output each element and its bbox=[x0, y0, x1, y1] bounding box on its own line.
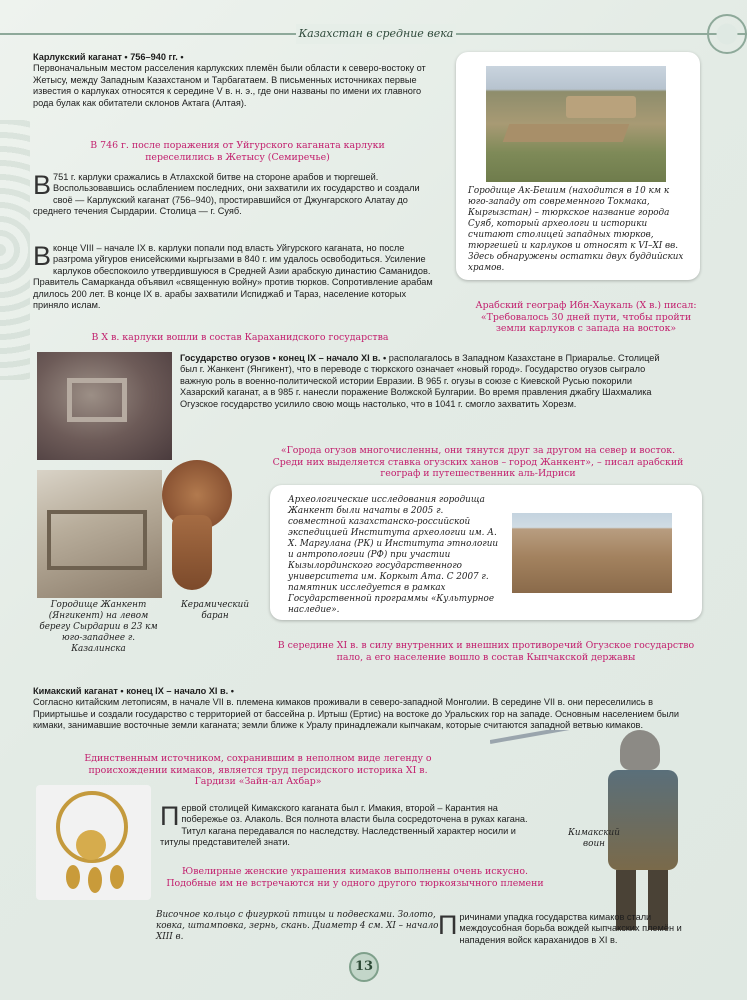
ring-caption: Височное кольцо с фигуркой птицы и подвесками. Золото, ковка, штамповка, зернь, скань. Диаметр 4 см. XI – начало XIII в. bbox=[156, 910, 439, 942]
ak-beshim-card bbox=[456, 52, 700, 280]
oguz-heading: Государство огузов • конец IX – начало XI в. • bbox=[180, 353, 387, 363]
ram-caption: Керамический баран bbox=[180, 600, 250, 621]
kimak-heading: Кимакский каганат • конец IX – начало XI в. • bbox=[33, 686, 234, 696]
karluk-section bbox=[33, 52, 438, 109]
kimak-para-2-text: ричинами упадка государства кимаков стали междоусобная борьба вождей кыпчакских племён и нападения войск караханидов в XI в. bbox=[459, 912, 682, 945]
side-ornament bbox=[0, 120, 30, 380]
corner-ornament bbox=[707, 14, 747, 54]
oguz-aerial-photo bbox=[37, 352, 172, 460]
kimak-para-1-text: ервой столицей Кимакского каганата был г. Имакия, второй – Карантия на побережье оз. Алаколь. Вся полнота власти была сосредоточена в руках кагана. Титул кагана передавался по наследству. Наследственный характер носили и титулы представителей знати. bbox=[160, 803, 528, 848]
karluk-para-1 bbox=[33, 172, 441, 218]
drop-cap: В bbox=[33, 170, 52, 200]
section-title: Казахстан в средние века bbox=[296, 24, 456, 44]
karluk-para-2-text: конце VIII – начале IX в. карлуки попали под власть Уйгурского каганата, но после разгрома уйгуров енисейскими кыргызами в 840 г. им удалось освободиться. Усиление карлуков обеспокоило утвердившуюся в Средней Азии арабскую династию Саманидов. Правитель Самарканда объявил «священную войну» против тюрков. Сопротивление арабам длилось 200 лет. В конце IX в. арабы захватили Испиджаб и Тараз, население которых приняло ислам. bbox=[33, 243, 433, 311]
karluk-pink-note: В 746 г. после поражения от Уйгурского каганата карлуки переселились в Жетысу (Семиречье) bbox=[90, 140, 385, 163]
warrior-caption: Кимакский воин bbox=[568, 828, 620, 849]
jankent-ruins-photo bbox=[512, 513, 672, 593]
drop-cap: П bbox=[438, 910, 458, 940]
page-number: 13 bbox=[349, 952, 379, 982]
oguz-pink-end: В середине XI в. в силу внутренних и внешних противоречий Огузское государство пало, а его население вошло в состав Кыпчакской державы bbox=[277, 640, 695, 663]
kimak-pink-jewelry: Ювелирные женские украшения кимаков выполнены очень искусно. Подобные им не встречаются ни у одного другого тюркоязычного племени bbox=[166, 866, 544, 889]
karluk-pink-end: В X в. карлуки вошли в состав Караханидского государства bbox=[91, 332, 389, 343]
karluk-para-2 bbox=[33, 243, 441, 311]
archaeology-card bbox=[270, 485, 702, 620]
temple-ring-photo bbox=[36, 785, 151, 900]
archaeology-text: Археологические исследования городища Жанкент были начаты в 2005 г. совместной казахстанско-российской экспедицией Института археологии им. А. Х. Маргулана (РК) и Института этнологии и антропологии (РФ) при участии Кызылординского государственного университета им. Коркыт Ата. С 2007 г. памятник исследуется в рамках Государственной программы «Культурное наследие». bbox=[288, 495, 499, 615]
drop-cap: В bbox=[33, 241, 52, 271]
kimak-text: Согласно китайским летописям, в начале VII в. племена кимаков проживали в северо-западной Монголии. В середине VII в. они переселились в Прииртышье и создали государство с территорией от бассейна р. Иртыш (Ертис) на востоке до Уральских гор на западе. Основным населением были кимаки, занимавшие восточные земли каганата; земли ближе к Уралу принадлежали кыпчакам, которые считаются западной ветвью кимаков. bbox=[33, 697, 679, 731]
ak-beshim-caption: Городище Ак-Бешим (находится в 10 км к юго-западу от современного Токмака, Кыргызстан) – тюркское название города Суяб, который археологи и историки считают столицей западных тюрков, тюргешей и карлуков и относят к VI–XI вв. Здесь обнаружены остатки двух буддийских храмов. bbox=[468, 186, 684, 273]
kimak-para-2 bbox=[438, 912, 710, 946]
karluk-heading: Карлукский каганат • 756–940 гг. • bbox=[33, 52, 184, 62]
ceramic-ram-photo bbox=[152, 455, 242, 595]
oguz-text: располагалось в Западном Казахстане в Приаралье. Столицей был г. Жанкент (Янгикент), что в переводе с тюркского означает «новый город». Государство огузов сыграло важную роль в военно-политической истории Евразии. В 965 г. огузы в союзе с Киевской Русью покорили Хазарский каганат, а в 985 г. нанесли поражение Волжской Булгарии. Во время правления джабгу Шахмалика Огузское государство усилило свою мощь настолько, что в 1041 г. смогло захватить Хорезм. bbox=[180, 353, 660, 409]
kimak-section bbox=[33, 686, 708, 732]
jankent-photo bbox=[37, 470, 162, 598]
kimak-para-1 bbox=[160, 803, 530, 849]
karluk-intro: Первоначальным местом расселения карлукских племён были области к северо-востоку от Жетысу, между Западным Казахстаном и Тарбагатаем. В письменных источниках первые известия о карлуках относятся к середине V в. н. э., где они названы по имени их главного рода булак как обитатели склонов Актага (Алтая). bbox=[33, 63, 426, 108]
kimak-pink-source: Единственным источником, сохранившим в неполном виде легенду о происхождении кимаков, является труд персидского историка XI в. Гардизи «Зайн-ал Ахбар» bbox=[84, 753, 432, 788]
jankent-caption: Городище Жанкент (Янгикент) на левом берегу Сырдарии в 23 км юго-западнее г. Казалинска bbox=[39, 600, 158, 654]
ibn-haukal-quote: Арабский географ Ибн-Хаукаль (X в.) писал: «Требовалось 30 дней пути, чтобы пройти земли карлуков с запада на восток» bbox=[475, 300, 697, 335]
drop-cap: П bbox=[160, 801, 180, 831]
idrisi-quote: «Города огузов многочисленны, они тянутся друг за другом на север и восток. Среди них выделяется ставка огузских ханов – город Жанкент», – писал арабский географ и путешественник аль-Идриси bbox=[272, 445, 684, 480]
oguz-section bbox=[180, 353, 677, 410]
ak-beshim-photo bbox=[486, 66, 666, 182]
karluk-para-1-text: 751 г. карлуки сражались в Атлахской битве на стороне арабов и тюргешей. Воспользовавшись ослаблением последних, они захватили их государство и создали своё — Карлукский каганат (756–940), простиравшийся от Джунгарского Алатау до среднего течения Сырдарии. Столица — г. Суяб. bbox=[33, 172, 420, 217]
